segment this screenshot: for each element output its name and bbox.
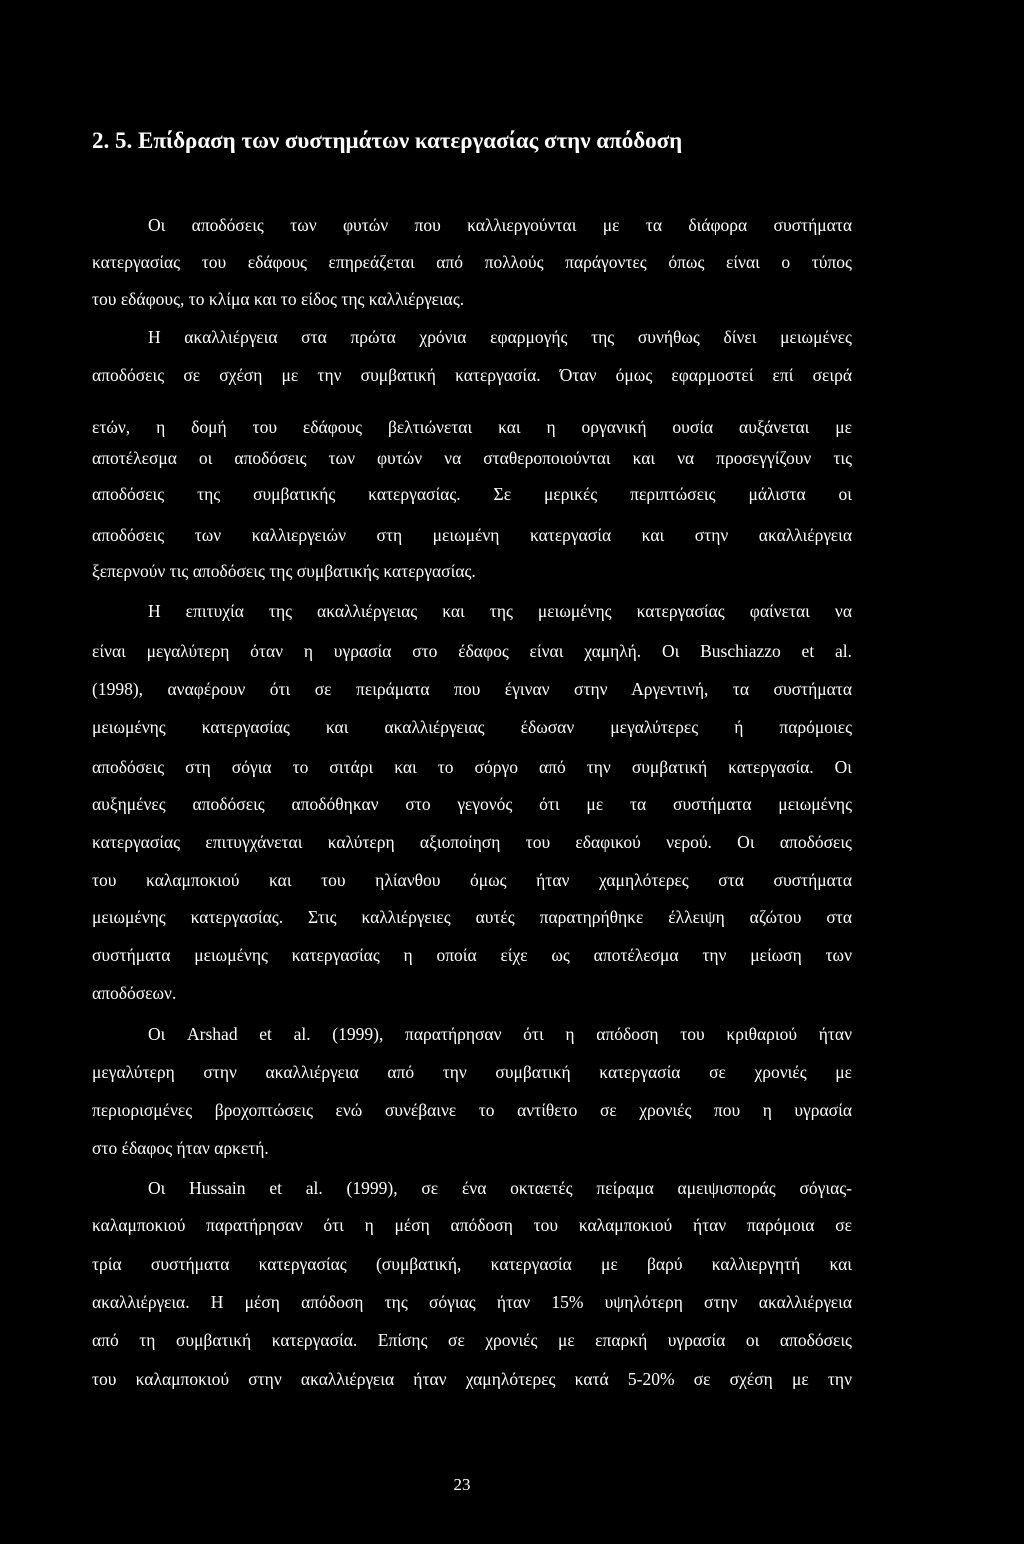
text-line: μεγαλύτερη στην ακαλλιέργεια από την συμβατική κατεργασία σε χρονιές με xyxy=(92,1062,852,1082)
text-line: στο έδαφος ήταν αρκετή. xyxy=(92,1138,269,1158)
text-line: είναι μεγαλύτερη όταν η υγρασία στο έδαφος είναι χαμηλή. Οι Buschiazzo et al. xyxy=(92,641,852,661)
section-heading: 2. 5. Επίδραση των συστημάτων κατεργασίας στην απόδοση xyxy=(92,128,683,153)
text-line: τρία συστήματα κατεργασίας (συμβατική, κατεργασία με βαρύ καλλιεργητή και xyxy=(92,1254,852,1274)
page-number xyxy=(0,1475,1024,1495)
text-line: περιορισμένες βροχοπτώσεις ενώ συνέβαινε το αντίθετο σε χρονιές που η υγρασία xyxy=(92,1100,852,1120)
text-line: μειωμένης κατεργασίας και ακαλλιέργειας έδωσαν μεγαλύτερες ή παρόμοιες xyxy=(92,717,852,737)
text-line: Η ακαλλιέργεια στα πρώτα χρόνια εφαρμογής της συνήθως δίνει μειωμένες xyxy=(148,327,852,347)
page-number-text: 23 xyxy=(453,1475,471,1494)
text-line: Οι Arshad et al. (1999), παρατήρησαν ότι η απόδοση του κριθαριού ήταν xyxy=(148,1024,852,1044)
text-line: Η επιτυχία της ακαλλιέργειας και της μειωμένης κατεργασίας φαίνεται να xyxy=(148,601,852,621)
text-line: ξεπερνούν τις αποδόσεις της συμβατικής κατεργασίας. xyxy=(92,561,476,581)
text-line: ακαλλιέργεια. Η μέση απόδοση της σόγιας ήταν 15% υψηλότερη στην ακαλλιέργεια xyxy=(92,1292,852,1312)
text-line: (1998), αναφέρουν ότι σε πειράματα που έγιναν στην Αργεντινή, τα συστήματα xyxy=(92,679,852,699)
text-line: από τη συμβατική κατεργασία. Επίσης σε χρονιές με επαρκή υγρασία οι αποδόσεις xyxy=(92,1330,852,1350)
text-line: συστήματα μειωμένης κατεργασίας η οποία είχε ως αποτέλεσμα την μείωση των xyxy=(92,945,852,965)
text-line: αποδόσεων. xyxy=(92,983,177,1003)
text-line: αποδόσεις της συμβατικής κατεργασίας. Σε μερικές περιπτώσεις μάλιστα οι xyxy=(92,484,852,504)
text-line: του καλαμποκιού και του ηλίανθου όμως ήταν χαμηλότερες στα συστήματα xyxy=(92,870,852,890)
text-line: κατεργασίας του εδάφους επηρεάζεται από πολλούς παράγοντες όπως είναι ο τύπος xyxy=(92,252,852,272)
text-line: Οι αποδόσεις των φυτών που καλλιεργούνται με τα διάφορα συστήματα xyxy=(148,215,852,235)
text-line: μειωμένης κατεργασίας. Στις καλλιέργειες αυτές παρατηρήθηκε έλλειψη αζώτου στα xyxy=(92,907,852,927)
text-line: αποδόσεις των καλλιεργειών στη μειωμένη κατεργασία και στην ακαλλιέργεια xyxy=(92,525,852,545)
text-line: αποδόσεις σε σχέση με την συμβατική κατεργασία. Όταν όμως εφαρμοστεί επί σειρά xyxy=(92,365,852,385)
text-line: αποδόσεις στη σόγια το σιτάρι και το σόργο από την συμβατική κατεργασία. Οι xyxy=(92,757,852,777)
text-line: κατεργασίας επιτυγχάνεται καλύτερη αξιοποίηση του εδαφικού νερού. Οι αποδόσεις xyxy=(92,832,852,852)
text-line: του καλαμποκιού στην ακαλλιέργεια ήταν χαμηλότερες κατά 5-20% σε σχέση με την xyxy=(92,1369,852,1389)
text-line: Οι Hussain et al. (1999), σε ένα οκταετές πείραμα αμειψισποράς σόγιας- xyxy=(148,1178,852,1198)
text-line: αυξημένες αποδόσεις αποδόθηκαν στο γεγονός ότι με τα συστήματα μειωμένης xyxy=(92,794,852,814)
text-line: του εδάφους, το κλίμα και το είδος της καλλιέργειας. xyxy=(92,289,465,309)
text-line: καλαμποκιού παρατήρησαν ότι η μέση απόδοση του καλαμποκιού ήταν παρόμοια σε xyxy=(92,1215,852,1235)
text-line: ετών, η δομή του εδάφους βελτιώνεται και η οργανική ουσία αυξάνεται με xyxy=(92,417,852,437)
text-line: αποτέλεσμα οι αποδόσεις των φυτών να σταθεροποιούνται και να προσεγγίζουν τις xyxy=(92,448,852,468)
